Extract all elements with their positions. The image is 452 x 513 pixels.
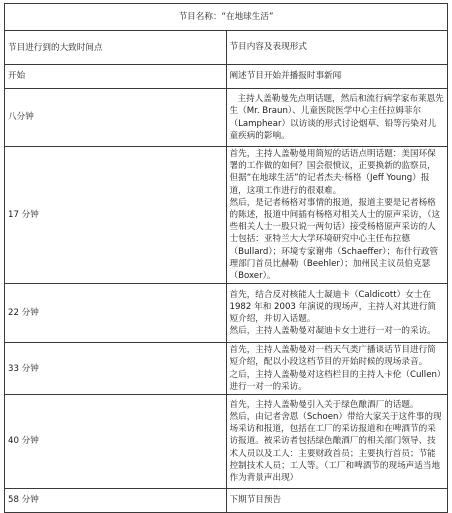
time-cell: 八分钟 [5, 89, 227, 147]
content-cell [226, 489, 448, 513]
time-cell: 58 分钟 [5, 489, 227, 513]
content-paragraph: 然后，是记者杨格对事情的报道，报道主要是记者杨格的陈述，报道中间插有杨格对相关人士的原声采访，（这些相关人士一股只说一两句话）接受杨格原声采访的人士包括：亚特兰大大学环境研究中心主任布拉德（Bullard）；环境专家谢弗（Schaeffer）；布什行政管理部门首员比赫勒（Beehler）；加州民主议员伯克瑟（Boxer）。 [229, 197, 441, 282]
program-schedule-table [4, 3, 448, 513]
time-column-header: 节目进行到的大致时间点 [5, 31, 227, 65]
table-row [5, 395, 448, 489]
time-cell: 17 分钟 [5, 147, 227, 284]
content-paragraph: 首先，主持人盖勒曼对一档天气类广播谈话节目进行简短介绍，配以小段这档节目的开始时候的现场录音。 [229, 345, 436, 368]
content-cell [226, 89, 448, 147]
header-row [5, 31, 448, 65]
content-paragraph: 然后，主持人盖勒曼对凝迪卡女士进行一对一的采访。 [229, 326, 436, 337]
title-row [5, 4, 448, 31]
time-cell: 22 分钟 [5, 284, 227, 343]
table-row [5, 284, 448, 343]
content-paragraph: 首先，主持人盖勒曼引入关于绿色酿酒厂的话题。 [229, 399, 419, 410]
content-cell [226, 343, 448, 395]
content-paragraph: 下期节目预告 [229, 495, 282, 506]
content-cell [226, 65, 448, 89]
content-paragraph: 主持人盖勒曼先点明话题，然后和流行病学家布莱恩先生（Mr. Braun）、儿童医院医学中心主任拉姆菲尔（Lamphear）以访谈的形式讨论烟草、铅等污染对儿童疾病的影响。 [229, 94, 444, 141]
content-paragraph: 然后，由记者舍恩（Schoen）带给大家关于这件事的现场采访和报道，包括在工厂的采访报道和在啤酒节的采访报道。被采访者包括绿色酿酒厂的相关部门领导、技术人员以及工人：主要财政首员；主要执行首员；节能控制技术人员；工人等。（工厂和啤酒节的现场声适当地作为背景声出现） [229, 412, 442, 484]
content-column-header: 节目内容及表现形式 [226, 31, 448, 65]
content-paragraph: 首先，主持人盖勒曼用简短的话语点明话题：美国环保署的工作做的如何？国会很愤议，正要换新的监察员，但据“在地球生活”的记者杰夫·杨格（Jeff Young）报道，这项工作进行的很艰难。 [229, 149, 436, 196]
time-cell: 开始 [5, 65, 227, 89]
time-cell: 33 分钟 [5, 343, 227, 395]
table-row [5, 343, 448, 395]
table-row [5, 489, 448, 513]
time-cell: 40 分钟 [5, 395, 227, 489]
content-cell [226, 147, 448, 284]
program-title: 节目名称：“在地球生活” [5, 4, 448, 31]
content-paragraph: 之后，主持人盖勒曼对这档栏目的主持人卡伦（Cullen）进行一对一的采访。 [229, 369, 442, 392]
table-row [5, 65, 448, 89]
content-paragraph: 首先，结合反对核能人士凝迪卡（Caldicott）女士在 1982 年和 2003 年演说的现场声，主持人对其进行简短介绍，并切入话题。 [229, 289, 437, 325]
content-cell [226, 395, 448, 489]
table-row [5, 89, 448, 147]
table-row [5, 147, 448, 284]
content-cell [226, 284, 448, 343]
content-paragraph: 阐述节目开始并播报时事新闻 [229, 71, 342, 82]
